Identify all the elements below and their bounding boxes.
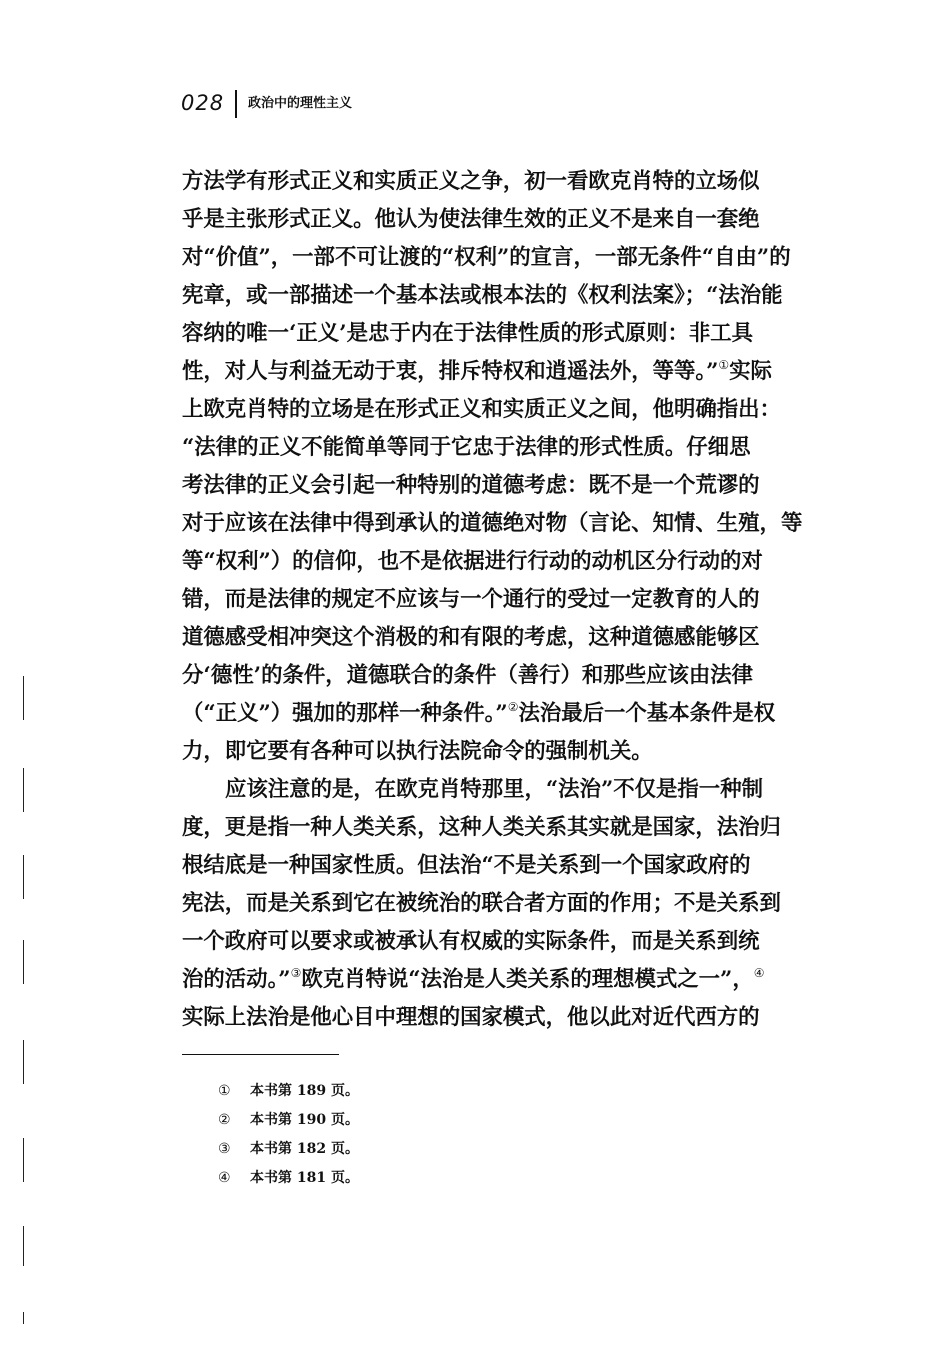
text-line: 乎是主张形式正义。他认为使法律生效的正义不是来自一套绝 xyxy=(182,207,760,232)
text-line: 根结底是一种国家性质。但法治“不是关系到一个国家政府的 xyxy=(182,853,751,878)
text-line: 考法律的正义会引起一种特别的道德考虑：既不是一个荒谬的 xyxy=(182,473,760,498)
footnotes xyxy=(218,1077,359,1193)
text-line: 错，而是法律的规定不应该与一个通行的受过一定教育的人的 xyxy=(182,587,760,612)
scan-margin-mark xyxy=(23,940,24,984)
note-ref: ④ xyxy=(753,966,765,980)
text-segment: 治的活动。” xyxy=(182,967,291,992)
text-line: 实际上法治是他心目中理想的国家模式，他以此对近代西方的 xyxy=(182,1005,760,1030)
scan-margin-mark xyxy=(23,676,24,720)
text-line: 道德感受相冲突这个消极的和有限的考虑，这种道德感能够区 xyxy=(182,625,760,650)
text-segment: （“正义”）强加的那样一种条件。” xyxy=(182,701,508,726)
text-line xyxy=(182,353,812,391)
footnote-mark: ④ xyxy=(218,1170,231,1186)
text-line: 等“权利”）的信仰，也不是依据进行行动的动机区分行动的对 xyxy=(182,549,763,574)
text-segment: 实际 xyxy=(729,359,772,384)
footnote-mark: ③ xyxy=(218,1141,231,1157)
scan-margin-mark xyxy=(23,1312,24,1324)
scan-margin-mark xyxy=(23,1040,24,1084)
scan-margin-mark xyxy=(23,855,24,899)
footnote xyxy=(218,1135,359,1164)
scan-margin-mark xyxy=(23,1138,24,1182)
scan-margin-mark xyxy=(23,768,24,812)
footnote xyxy=(218,1077,359,1106)
text-line: 力，即它要有各种可以执行法院命令的强制机关。 xyxy=(182,739,653,764)
text-line: 对“价值”，一部不可让渡的“权利”的宣言，一部无条件“自由”的 xyxy=(182,245,791,270)
text-line: “法律的正义不能简单等同于它忠于法律的形式性质。仔细思 xyxy=(182,435,751,460)
text-line: 方法学有形式正义和实质正义之争，初一看欧克肖特的立场似 xyxy=(182,169,760,194)
text-line xyxy=(182,961,812,999)
footnote-separator xyxy=(182,1054,339,1055)
running-title: 政治中的理性主义 xyxy=(248,96,353,111)
footnote-mark: ① xyxy=(218,1083,231,1099)
text-line: 容纳的唯一‘正义’是忠于内在于法律性质的形式原则：非工具 xyxy=(182,321,754,346)
scan-margin-mark xyxy=(23,1226,24,1266)
text-line xyxy=(182,695,812,733)
text-line: 宪章，或一部描述一个基本法或根本法的《权利法案》；“法治能 xyxy=(182,283,783,308)
text-segment: 法治最后一个基本条件是权 xyxy=(518,701,776,726)
text-segment: 欧克肖特说“法治是人类关系的理想模式之一”， xyxy=(301,967,754,992)
text-line: 分‘德性’的条件，道德联合的条件（善行）和那些应该由法律 xyxy=(182,663,754,688)
footnote-text: 本书第 189 页。 xyxy=(250,1083,359,1099)
note-ref: ① xyxy=(718,358,730,372)
text-line: 对于应该在法律中得到承认的道德绝对物（言论、知情、生殖，等 xyxy=(182,511,803,536)
footnote-mark: ② xyxy=(218,1112,231,1128)
footnote xyxy=(218,1106,359,1135)
text-line: 一个政府可以要求或被承认有权威的实际条件，而是关系到统 xyxy=(182,929,760,954)
note-ref: ③ xyxy=(290,966,302,980)
footnote-text: 本书第 190 页。 xyxy=(250,1112,359,1128)
footnote-text: 本书第 182 页。 xyxy=(250,1141,359,1157)
text-segment: 性，对人与利益无动于衷，排斥特权和逍遥法外，等等。” xyxy=(182,359,719,384)
note-ref: ② xyxy=(507,700,519,714)
text-line: 宪法，而是关系到它在被统治的联合者方面的作用；不是关系到 xyxy=(182,891,781,916)
text-line: 应该注意的是，在欧克肖特那里，“法治”不仅是指一种制 xyxy=(225,777,763,802)
main-text xyxy=(182,163,812,1037)
page-number: 028 xyxy=(181,91,225,115)
footnote-text: 本书第 181 页。 xyxy=(250,1170,359,1186)
header-divider xyxy=(235,90,237,118)
text-line: 上欧克肖特的立场是在形式正义和实质正义之间，他明确指出： xyxy=(182,397,781,422)
footnote xyxy=(218,1164,359,1193)
text-line: 度，更是指一种人类关系，这种人类关系其实就是国家，法治归 xyxy=(182,815,781,840)
